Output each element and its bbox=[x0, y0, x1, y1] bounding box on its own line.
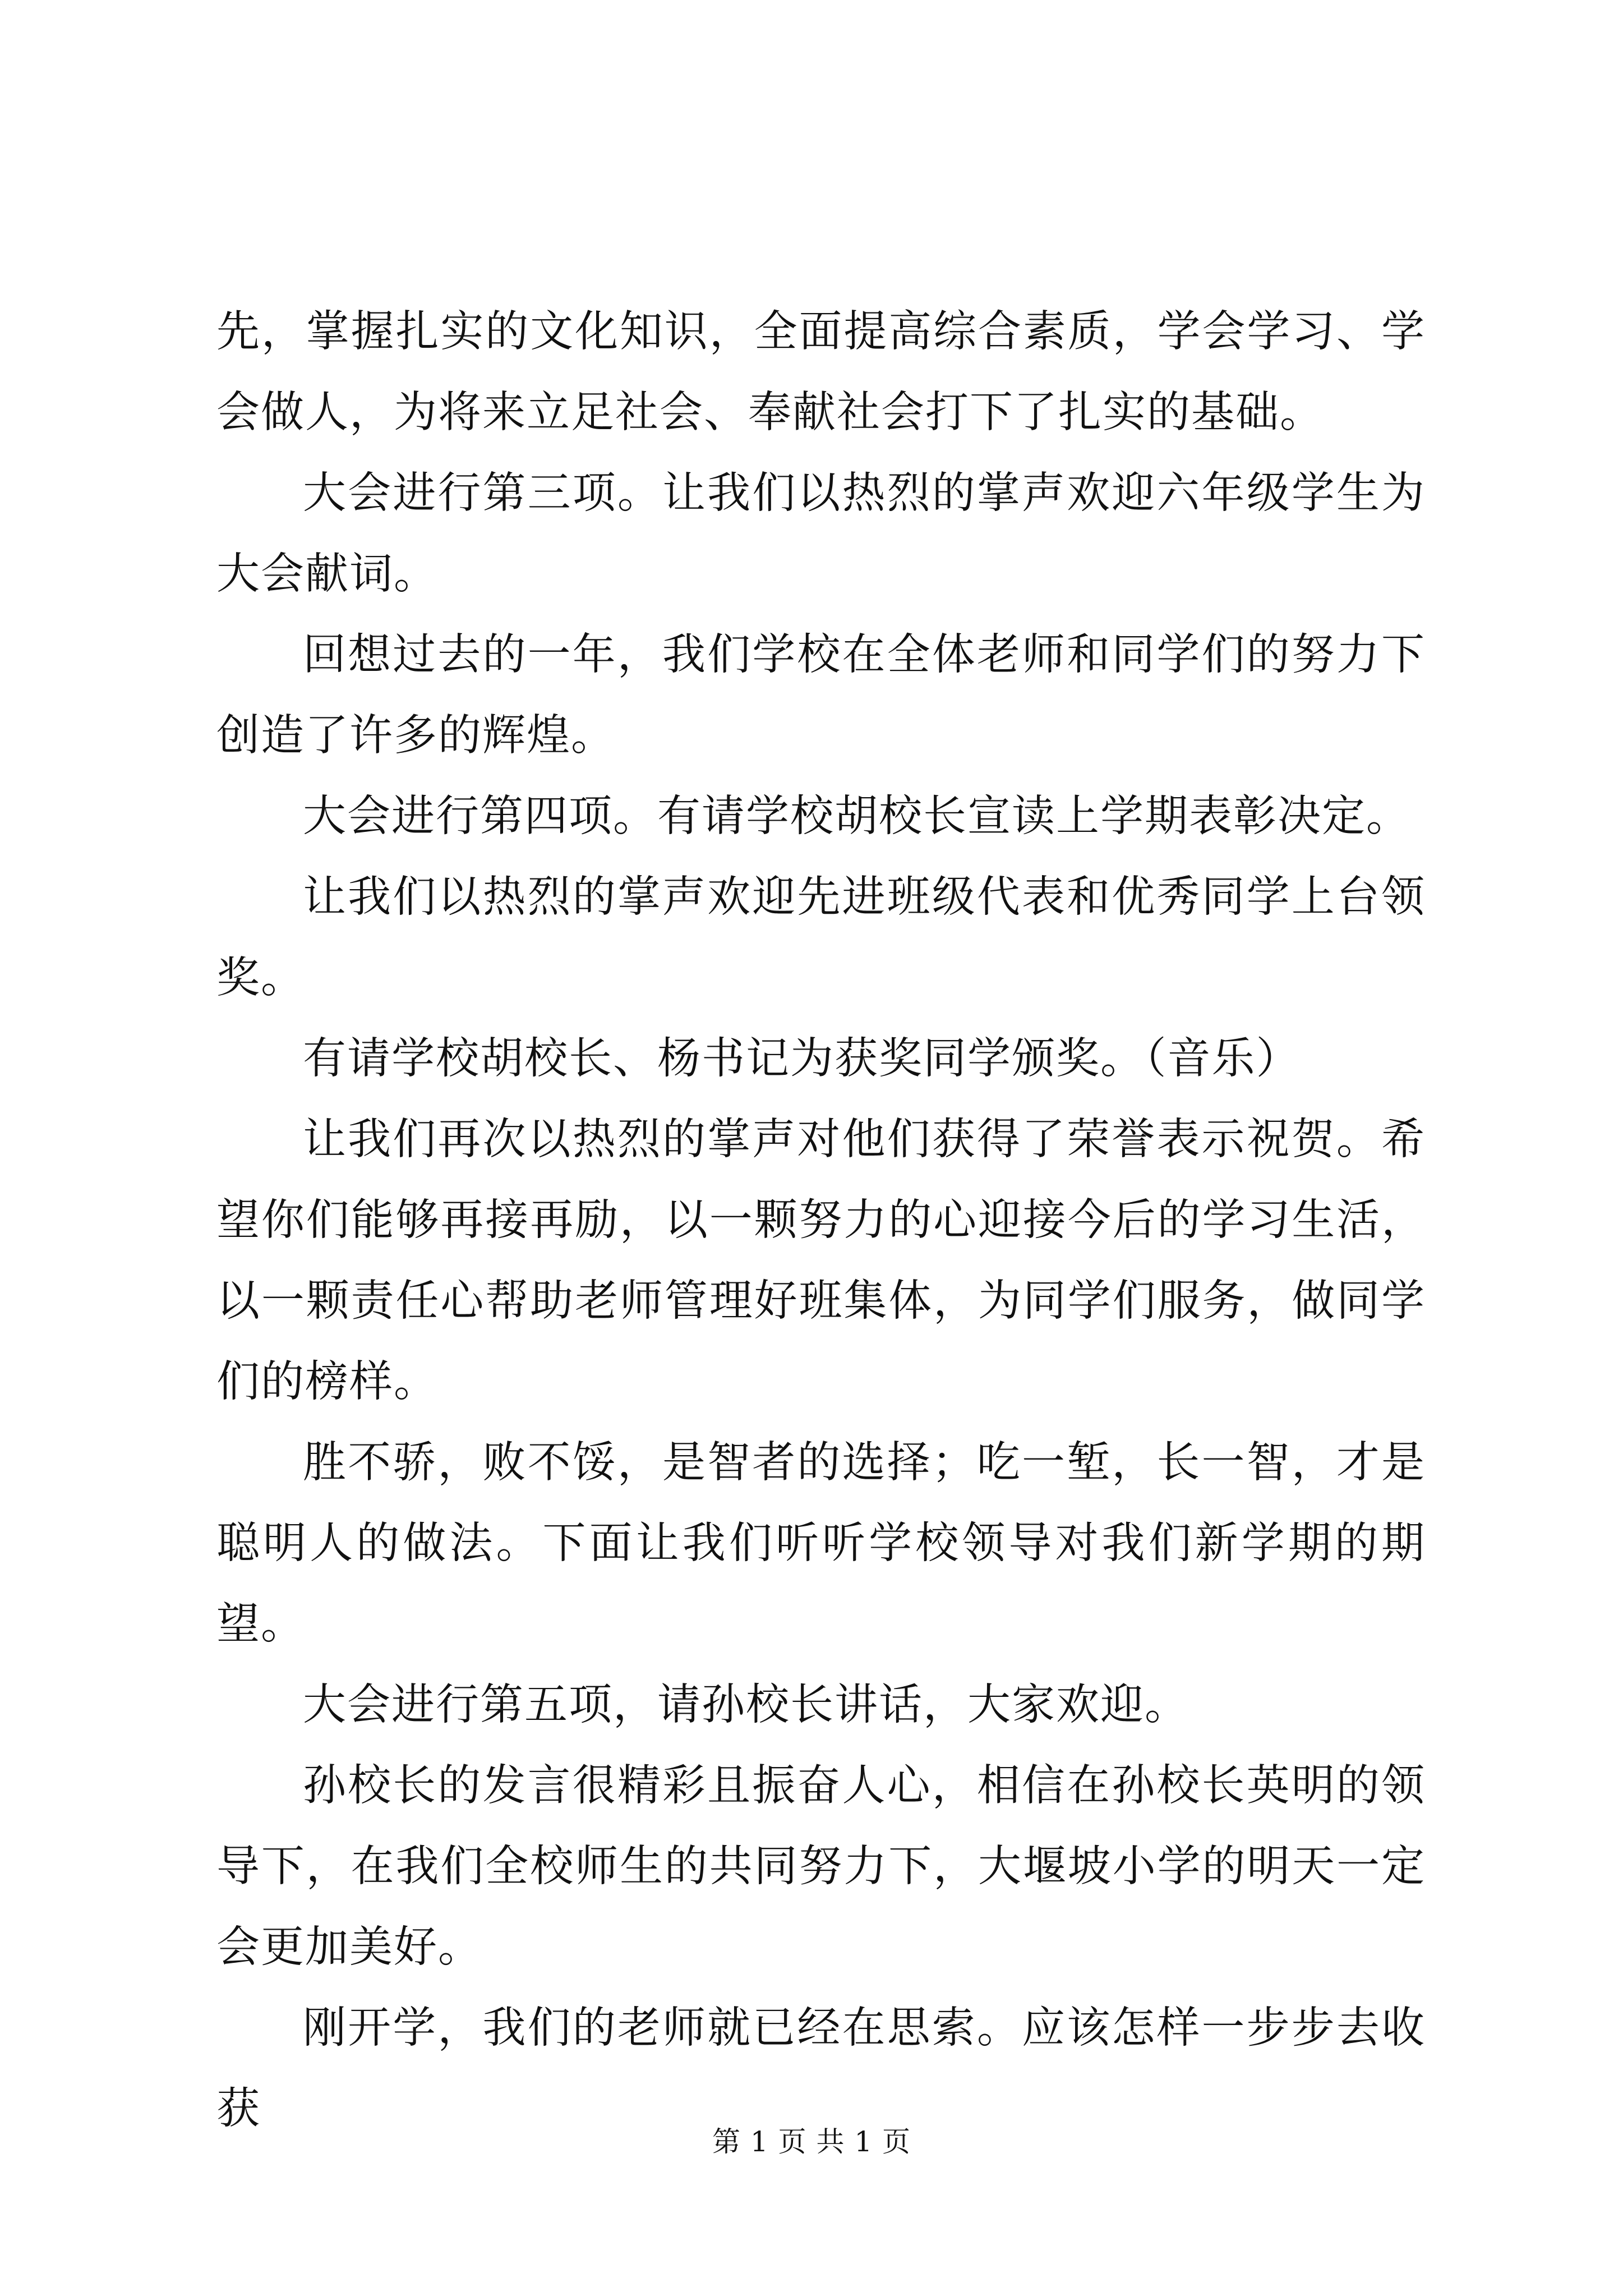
paragraph-4: 大会进行第四项。有请学校胡校长宣读上学期表彰决定。 bbox=[303, 792, 1410, 841]
paragraph-2: 大会进行第三项。让我们以热烈的掌声欢迎六年级学生为大会献词。 bbox=[216, 468, 1426, 599]
paragraph-7: 让我们再次以热烈的掌声对他们获得了荣誉表示祝贺。希望你们能够再接再励，以一颗努力的心迎接今后的学习生活，以一颗责任心帮助老师管理好班集体，为同学们服务，做同学们的榜样。 bbox=[216, 1115, 1426, 1407]
paragraph-11: 刚开学，我们的老师就已经在思索。应该怎样一步步去收获 bbox=[216, 2003, 1426, 2134]
paragraph-6: 有请学校胡校长、杨书记为获奖同学颁奖。（音乐） bbox=[303, 1034, 1301, 1084]
paragraph-5: 让我们以热烈的掌声欢迎先进班级代表和优秀同学上台领奖。 bbox=[216, 872, 1426, 1003]
paragraph-8: 胜不骄，败不馁，是智者的选择；吃一堑，长一智，才是聪明人的做法。下面让我们听听学校领导对我们新学期的期望。 bbox=[216, 1438, 1426, 1649]
page-footer: 第 1 页 共 1 页 bbox=[712, 2125, 911, 2158]
paragraph-10: 孙校长的发言很精彩且振奋人心，相信在孙校长英明的领导下，在我们全校师生的共同努力下，大堰坡小学的明天一定会更加美好。 bbox=[216, 1761, 1426, 1972]
paragraph-1: 先，掌握扎实的文化知识，全面提高综合素质，学会学习、学会做人，为将来立足社会、奉献社会打下了扎实的基础。 bbox=[216, 307, 1426, 438]
document-body bbox=[216, 292, 1426, 2150]
paragraph-9: 大会进行第五项，请孙校长讲话，大家欢迎。 bbox=[303, 1680, 1189, 1730]
paragraph-3: 回想过去的一年，我们学校在全体老师和同学们的努力下创造了许多的辉煌。 bbox=[216, 630, 1426, 761]
